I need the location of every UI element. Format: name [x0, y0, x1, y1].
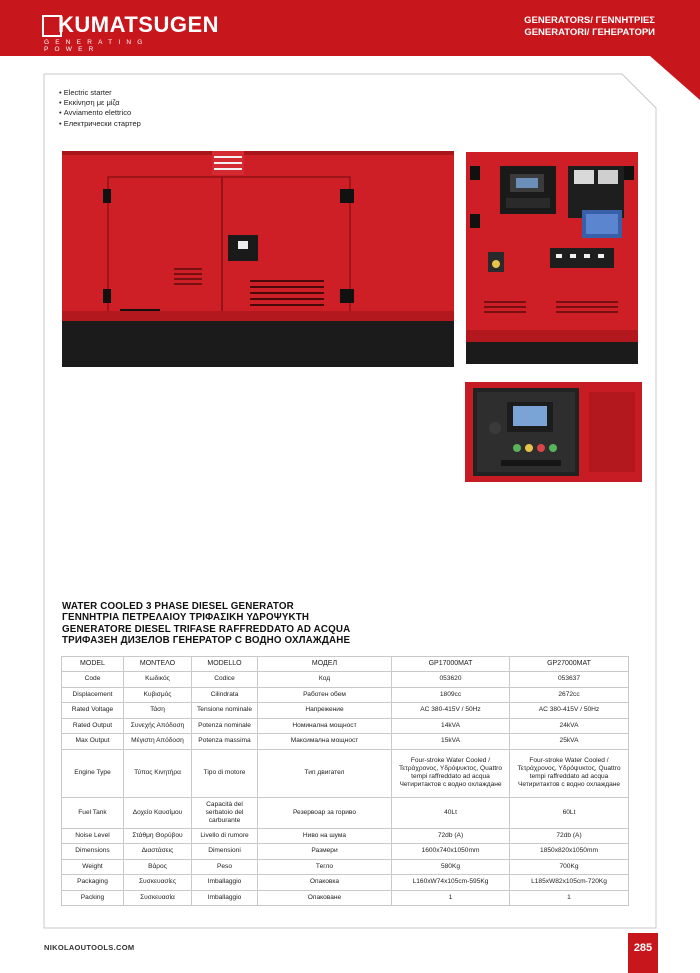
table-cell: Βάρος [124, 859, 192, 875]
table-cell: Displacement [62, 687, 124, 703]
category-title [524, 15, 655, 39]
table-cell: Опаковане [258, 890, 392, 906]
category-line-1: GENERATORS/ ΓΕΝΝΗΤΡΙΕΣ [524, 15, 655, 26]
table-row [62, 828, 629, 844]
table-cell: 1 [510, 890, 629, 906]
table-cell: Engine Type [62, 749, 124, 797]
column-header: GP27000MAT [510, 657, 629, 672]
table-cell: Packing [62, 890, 124, 906]
table-cell: Δοχείο Καυσίμου [124, 797, 192, 828]
table-cell: 580Kg [392, 859, 510, 875]
table-cell: 25kVA [510, 734, 629, 750]
table-header-row [62, 657, 629, 672]
feature-item: • Electric starter [59, 88, 141, 98]
table-cell: L160xW74x105cm-595Kg [392, 875, 510, 891]
table-cell: 2672cc [510, 687, 629, 703]
table-cell: Опаковка [258, 875, 392, 891]
table-cell: Cilindrata [192, 687, 258, 703]
table-cell: 15kVA [392, 734, 510, 750]
table-cell: Код [258, 672, 392, 688]
page-number: 285 [628, 933, 658, 973]
logo-tagline: GENERATING POWER [44, 39, 149, 53]
table-cell: 1600x740x1050mm [392, 844, 510, 860]
brand-logo [42, 12, 220, 53]
table-cell: Dimensions [62, 844, 124, 860]
feature-item: • Електрически стартер [59, 119, 141, 129]
column-header: MODELLO [192, 657, 258, 672]
column-header: GP17000MAT [392, 657, 510, 672]
feature-list [59, 88, 141, 129]
title-line-greek: ΓΕΝΝΗΤΡΙΑ ΠΕΤΡΕΛΑΙΟΥ ΤΡΙΦΑΣΙΚΗ ΥΔΡΟΨΥΚΤΗ [62, 612, 310, 624]
table-row [62, 890, 629, 906]
website-link[interactable]: NIKOLAOUTOOLS.COM [44, 943, 135, 952]
table-cell: Livello di rumore [192, 828, 258, 844]
table-cell: Imballaggio [192, 890, 258, 906]
table-row [62, 687, 629, 703]
generator-main-image [62, 151, 454, 367]
table-cell: Τάση [124, 703, 192, 719]
table-cell: AC 380-415V / 50Hz [392, 703, 510, 719]
table-cell: Four-stroke Water Cooled / Τετράχρονος, Υδρόψυκτος, Quattro tempi raffreddato ad acqua Четиритактов с водно охлаждане [392, 749, 510, 797]
table-cell: Weight [62, 859, 124, 875]
table-row [62, 672, 629, 688]
table-cell: Four-stroke Water Cooled / Τετράχρονος, Υδρόψυκτος, Quattro tempi raffreddato ad acqua Четиритактов с водно охлаждане [510, 749, 629, 797]
specifications-table [61, 656, 629, 906]
table-cell: Code [62, 672, 124, 688]
table-cell: Резервоар за гориво [258, 797, 392, 828]
table-cell: Ниво на шума [258, 828, 392, 844]
logo-text: KUMATSUGEN [58, 12, 220, 37]
column-header: МОДЕЛ [258, 657, 392, 672]
table-cell: 1850x820x1050mm [510, 844, 629, 860]
table-cell: Работен обем [258, 687, 392, 703]
table-cell: 40Lt [392, 797, 510, 828]
table-cell: Tensione nominale [192, 703, 258, 719]
table-cell: Напрежение [258, 703, 392, 719]
table-row [62, 734, 629, 750]
table-row [62, 844, 629, 860]
column-header: MODEL [62, 657, 124, 672]
control-panel-image [465, 382, 642, 482]
table-cell: Max Output [62, 734, 124, 750]
column-header: ΜΟΝΤΕΛΟ [124, 657, 192, 672]
table-cell: 24kVA [510, 718, 629, 734]
table-row [62, 749, 629, 797]
table-cell: 1 [392, 890, 510, 906]
table-row [62, 859, 629, 875]
table-cell: Fuel Tank [62, 797, 124, 828]
table-cell: Peso [192, 859, 258, 875]
table-cell: Номинална мощност [258, 718, 392, 734]
table-cell: 053620 [392, 672, 510, 688]
table-cell: Potenza nominale [192, 718, 258, 734]
table-row [62, 718, 629, 734]
table-cell: Potenza massima [192, 734, 258, 750]
table-cell: Κυβισμός [124, 687, 192, 703]
table-cell: 60Lt [510, 797, 629, 828]
table-cell: Capacità del serbatoio del carburante [192, 797, 258, 828]
table-cell: Κωδικός [124, 672, 192, 688]
product-title [62, 601, 350, 647]
table-cell: Максимална мощност [258, 734, 392, 750]
table-cell: Rated Voltage [62, 703, 124, 719]
table-cell: 700Kg [510, 859, 629, 875]
table-cell: Dimensioni [192, 844, 258, 860]
table-cell: 1809cc [392, 687, 510, 703]
table-cell: Packaging [62, 875, 124, 891]
table-cell: 72db (A) [510, 828, 629, 844]
table-cell: Tipo di motore [192, 749, 258, 797]
table-cell: Τύπος Κινητήρα [124, 749, 192, 797]
table-cell: 053637 [510, 672, 629, 688]
table-cell: 14kVA [392, 718, 510, 734]
title-line-bulgarian: ТРИФАЗЕН ДИЗЕЛОВ ГЕНЕРАТОР С ВОДНО ОХЛАЖДАНЕ [62, 635, 351, 647]
table-cell: Тип двигател [258, 749, 392, 797]
title-line-italian: GENERATORE DIESEL TRIFASE RAFFREDDATO AD ACQUA [62, 623, 351, 635]
table-row [62, 797, 629, 828]
table-cell: L185xW82x105cm-720Kg [510, 875, 629, 891]
table-row [62, 875, 629, 891]
feature-item: • Avviamento elettrico [59, 108, 141, 118]
table-cell: Noise Level [62, 828, 124, 844]
table-cell: 72db (A) [392, 828, 510, 844]
table-cell: Размери [258, 844, 392, 860]
category-line-2: GENERATORI/ ГЕНЕРАТОРИ [524, 27, 655, 38]
feature-item: • Εκκίνηση με μίζα [59, 98, 141, 108]
generator-side-image [466, 152, 638, 364]
table-cell: Συνεχής Απόδοση [124, 718, 192, 734]
table-cell: Codice [192, 672, 258, 688]
title-line-english: WATER COOLED 3 PHASE DIESEL GENERATOR [62, 601, 294, 612]
table-cell: Συσκευασίες [124, 875, 192, 891]
table-cell: Στάθμη Θορύβου [124, 828, 192, 844]
table-cell: Rated Output [62, 718, 124, 734]
table-cell: Διαστάσεις [124, 844, 192, 860]
table-cell: Μέγιστη Απόδοση [124, 734, 192, 750]
table-row [62, 703, 629, 719]
table-cell: Тегло [258, 859, 392, 875]
table-cell: Imballaggio [192, 875, 258, 891]
table-cell: Συσκευασία [124, 890, 192, 906]
table-cell: AC 380-415V / 50Hz [510, 703, 629, 719]
